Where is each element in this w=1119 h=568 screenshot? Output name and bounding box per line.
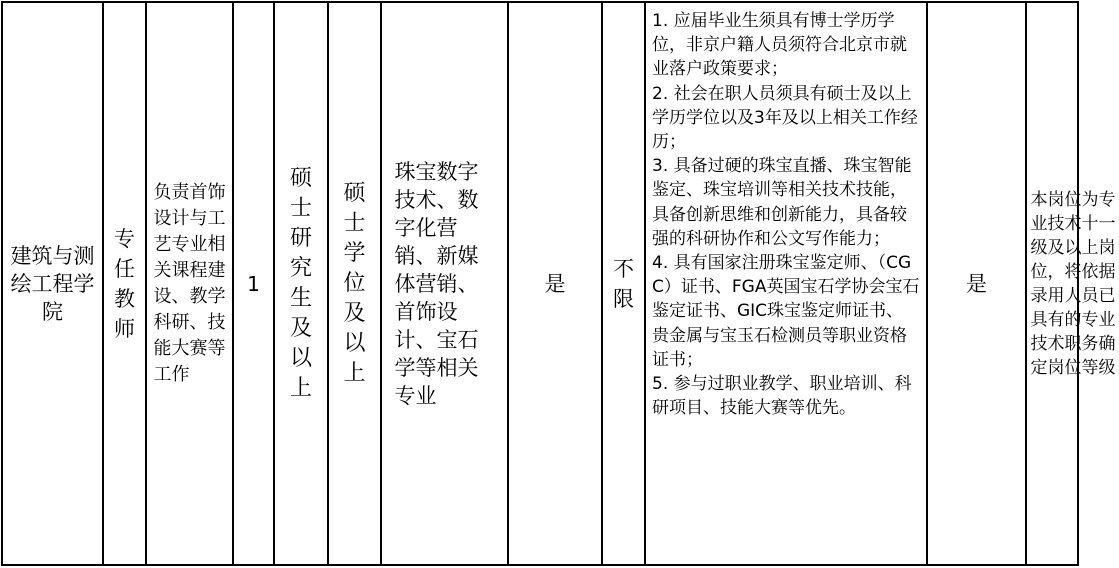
requirement-item: 5. 参与过职业教学、职业培训、科研项目、技能大赛等优先。 [652,374,912,419]
hukou-cell [602,2,645,565]
college-cell [2,2,103,565]
position-note: 本岗位为专业技术十一级及以上岗位，将依据录用人员已具有的专业技术职务确定岗位等级 [1030,189,1116,378]
graduate-cell [508,2,602,565]
job-duty: 负责首饰设计与工艺专业相关课程建设、教学科研、技能大赛等工作 [153,181,226,385]
college-name: 建筑与测绘工程学院 [10,243,95,324]
education-cell [274,2,328,565]
requirement-item: 2. 社会在职人员须具有硕士及以上学历学位以及3年及以上相关工作经历； [652,83,918,153]
position-cell [103,2,146,565]
requirements-list [652,9,920,420]
graduate-flag: 是 [544,271,566,296]
recruitment-table [1,1,1116,566]
requirement-item: 4. 具有国家注册珠宝鉴定师、（CGC）证书、FGA英国宝石学协会宝石鉴定证书、GIC珠宝鉴定师证书、贵金属与宝玉石检测员等职业资格证书； [652,253,920,370]
position-name: 专任教师 [114,226,135,341]
requirements-cell [645,2,927,565]
hiring-count: 1 [247,271,260,296]
requirement-item: 1. 应届毕业生须具有博士学历学位，非京户籍人员须符合北京市就业落户政策要求； [652,11,907,80]
duty-cell [146,2,233,565]
table-row [2,2,1078,565]
major-cell [381,2,508,565]
degree-cell [328,2,381,565]
hukou-requirement: 不限 [613,256,634,311]
education-requirement: 硕士研究生及以上 [289,165,312,401]
exam-cell [927,2,1026,565]
count-cell [233,2,274,565]
exam-flag: 是 [966,271,987,296]
major-requirement: 珠宝数字技术、数字化营销、新媒体营销、首饰设计、宝石学等相关专业 [394,159,479,408]
requirement-item: 3. 具备过硬的珠宝直播、珠宝智能鉴定、珠宝培训等相关技术技能，具备创新思维和创新能力，具备较强的科研协作和公文写作能力； [652,156,912,249]
note-cell [1026,2,1116,565]
degree-requirement: 硕士学位及以上 [343,180,366,386]
